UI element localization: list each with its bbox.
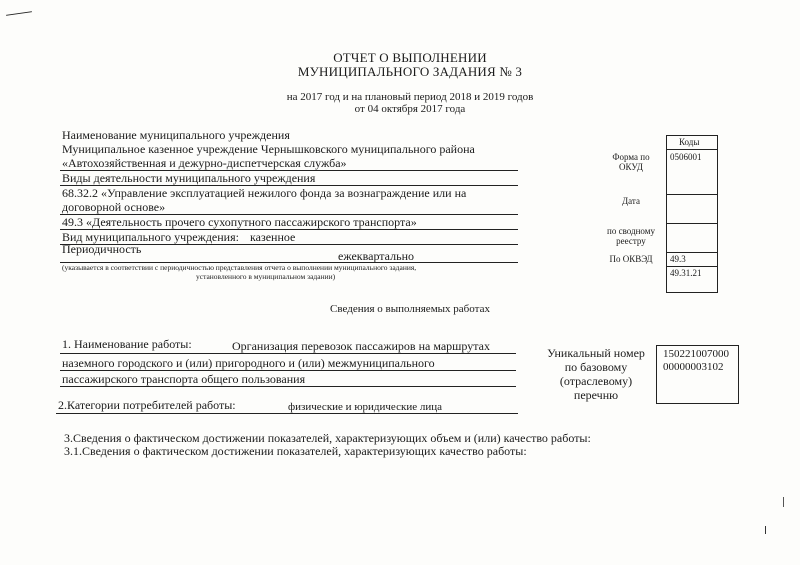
okud-label-line1: Форма по: [612, 152, 650, 162]
report-date: от 04 октября 2017 года: [354, 103, 466, 115]
category-value: физические и юридические лица: [288, 401, 442, 413]
work-name-label: 1. Наименование работы:: [62, 337, 192, 351]
report-period: на 2017 год и на плановый период 2018 и 2019 годов: [286, 91, 534, 103]
okved-cell-2: [666, 266, 718, 293]
report-title-line1: ОТЧЕТ О ВЫПОЛНЕНИИ: [333, 50, 487, 65]
work-name-line2: наземного городского и (или) пригородного и (или) межмуниципального: [62, 356, 435, 370]
scan-edge-mark: [783, 497, 788, 507]
okved-value-2: 49.31.21: [670, 268, 702, 278]
date-label: Дата: [622, 196, 640, 206]
report-title-line2: МУНИЦИПАЛЬНОГО ЗАДАНИЯ № 3: [297, 64, 523, 79]
activity1-line2: договорной основе»: [62, 200, 166, 214]
unique-value-line2: 00000003102: [663, 361, 724, 373]
work-name-line1: Организация перевозок пассажиров на маршрутах: [232, 339, 490, 353]
category-label: 2.Категории потребителей работы:: [58, 398, 236, 412]
okved-cell-1: [666, 252, 718, 267]
activity1-line1: 68.32.2 «Управление эксплуатацией нежилого фонда за вознаграждение или на: [62, 186, 467, 200]
date-cell: [666, 194, 718, 224]
activities-label: Виды деятельности муниципального учреждения: [62, 171, 316, 185]
codes-header: Коды: [679, 137, 700, 147]
unique-label-line3: (отраслевому): [559, 374, 633, 388]
work-name-line3: пассажирского транспорта общего пользования: [62, 372, 306, 386]
unique-label-line4: перечню: [573, 388, 619, 402]
unique-value-line1: 150221007000: [663, 348, 729, 360]
institution-type-value: казенное: [250, 230, 296, 244]
works-section-title: Сведения о выполняемых работах: [330, 303, 490, 315]
rule: [60, 353, 516, 354]
rule: [56, 413, 518, 414]
rule: [60, 370, 516, 371]
institution-type-label: Вид муниципального учреждения:: [62, 230, 239, 244]
okved-value-1: 49.3: [670, 254, 686, 264]
scan-mark: [6, 11, 32, 16]
scan-edge-mark: [765, 526, 771, 534]
periodicity-note-line2: установленного в муниципальном задании): [196, 272, 336, 281]
item-3-1: 3.1.Сведения о фактическом достижении показателей, характеризующих качество работы:: [64, 444, 527, 458]
unique-label-line2: по базовому: [564, 360, 628, 374]
okved-label: По ОКВЭД: [609, 254, 653, 264]
unique-label-line1: Уникальный номер: [547, 346, 645, 360]
okud-value: 0506001: [670, 152, 702, 162]
okud-cell: [666, 149, 718, 195]
institution-name-line2: «Автохозяйственная и дежурно-диспетчерская служба»: [62, 156, 347, 170]
periodicity-note-line1: (указывается в соответствии с периодичностью представления отчета о выполнении муниципального задания,: [62, 263, 417, 272]
registry-label-line2: реестру: [616, 236, 646, 246]
registry-label-line1: по сводному: [607, 226, 655, 236]
item-3: 3.Сведения о фактическом достижении показателей, характеризующих объем и (или) качество работы:: [64, 431, 591, 445]
okud-label-line2: ОКУД: [619, 162, 643, 172]
activity2: 49.3 «Деятельность прочего сухопутного пассажирского транспорта»: [62, 215, 417, 229]
rule: [60, 386, 516, 387]
institution-name-label: Наименование муниципального учреждения: [62, 128, 290, 142]
periodicity-label: Периодичность: [62, 242, 142, 256]
periodicity-value: ежеквартально: [338, 249, 414, 263]
codes-header-cell: [666, 135, 718, 150]
registry-cell: [666, 223, 718, 253]
institution-name-line1: Муниципальное казенное учреждение Чернышковского муниципального района: [62, 142, 475, 156]
